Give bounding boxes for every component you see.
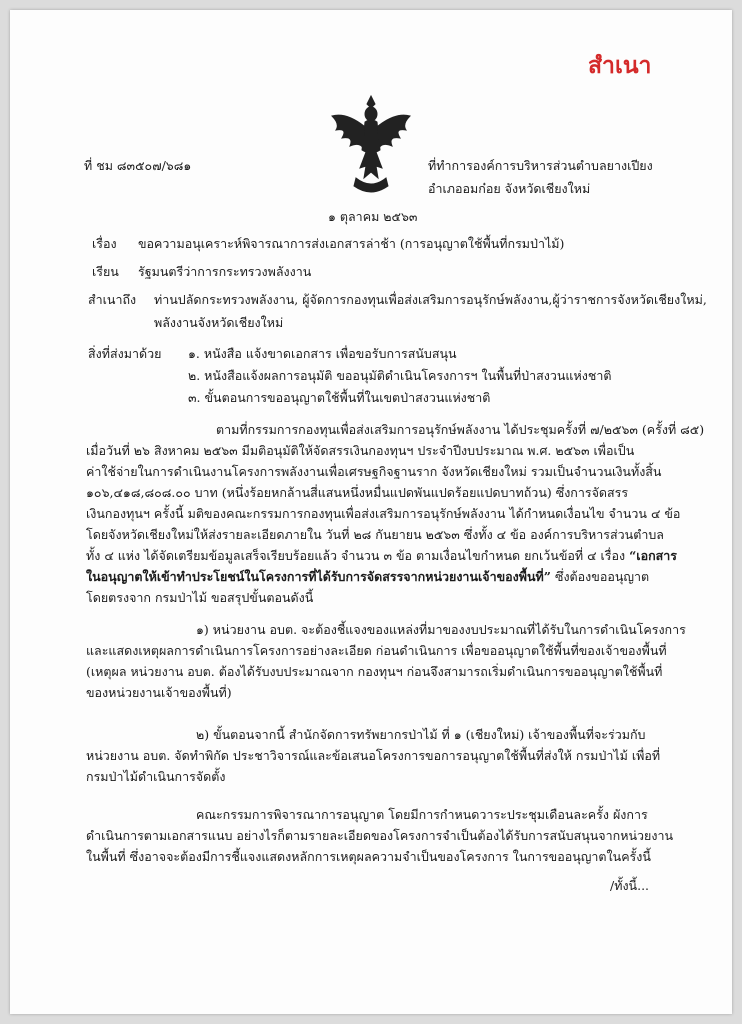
body-text: ทั้ง ๔ แห่ง ได้จัดเตรียมข้อมูลเสร็จเรียบร้อยแล้ว จำนวน ๓ ข้อ ตามเงื่อนไขกำหนด ยกเว้นข้อที่ ๔ เรื่อง bbox=[86, 548, 626, 563]
body-paragraph-2 bbox=[86, 804, 673, 867]
bold-text: “เอกสาร bbox=[629, 548, 678, 563]
continue-marker: /ทั้งนี้... bbox=[610, 878, 650, 893]
step-2-paragraph bbox=[86, 724, 660, 787]
document-date: ๑ ตุลาคม ๒๕๖๓ bbox=[328, 209, 418, 224]
body-line: โดยจังหวัดเชียงใหม่ให้ส่งรายละเอียดภายใน วันที่ ๒๘ กันยายน ๒๕๖๓ ซึ่งทั้ง ๔ ข้อ องค์การบริหารส่วนตำบล bbox=[86, 527, 664, 542]
copy-stamp: สำเนา bbox=[588, 53, 652, 79]
office-address-line2: อำเภออมก๋อย จังหวัดเชียงใหม่ bbox=[428, 181, 591, 196]
subject-label: เรื่อง bbox=[92, 236, 117, 251]
body-line: ในพื้นที่ ซึ่งอาจจะต้องมีการชี้แจงแสดงหลักการเหตุผลความจำเป็นของโครงการ ในการขออนุญาตในครั้งนี้ bbox=[86, 849, 651, 864]
enclosure-item: ๑. หนังสือ แจ้งขาดเอกสาร เพื่อขอรับการสนับสนุน bbox=[188, 346, 457, 361]
cc-line-2: พลังงานจังหวัดเชียงใหม่ bbox=[154, 315, 284, 330]
bold-text: ในอนุญาตให้เข้าทำประโยชน์ในโครงการที่ได้รับการจัดสรรจากหน่วยงานเจ้าของพื้นที่” bbox=[86, 569, 551, 584]
body-line: ๑) หน่วยงาน อบต. จะต้องชี้แจงของแหล่งที่มาของงบประมาณที่ได้รับในการดำเนินโครงการ bbox=[196, 622, 686, 637]
enclosure-item: ๒. หนังสือแจ้งผลการอนุมัติ ขออนุมัติดำเนินโครงการฯ ในพื้นที่ป่าสงวนแห่งชาติ bbox=[188, 368, 612, 383]
body-text: ซึ่งต้องขออนุญาต bbox=[550, 569, 650, 584]
to-text: รัฐมนตรีว่าการกระทรวงพลังงาน bbox=[138, 264, 312, 279]
cc-label: สำเนาถึง bbox=[88, 292, 137, 307]
subject-text: ขอความอนุเคราะห์พิจารณาการส่งเอกสารล่าช้า (การอนุญาตใช้พื้นที่กรมป่าไม้) bbox=[138, 236, 565, 251]
body-line: ๒) ขั้นตอนจากนี้ สำนักจัดการทรัพยากรป่าไม้ ที่ ๑ (เชียงใหม่) เจ้าของพื้นที่จะร่วมกับ bbox=[196, 727, 646, 742]
garuda-emblem-icon bbox=[326, 94, 416, 198]
reference-number: ที่ ชม ๘๓๕๐๗/๖๘๑ bbox=[84, 158, 192, 173]
body-line bbox=[86, 545, 704, 566]
body-line: (เหตุผล หน่วยงาน อบต. ต้องได้รับงบประมาณจาก กองทุนฯ ก่อนจึงสามารถเริ่มดำเนินการขออนุญาตใช้พื้นที่ bbox=[86, 664, 663, 679]
body-line: ของหน่วยงานเจ้าของพื้นที่) bbox=[86, 685, 232, 700]
body-line bbox=[86, 566, 704, 587]
enclosure-item: ๓. ขั้นตอนการขออนุญาตใช้พื้นที่ในเขตป่าสงวนแห่งชาติ bbox=[188, 390, 491, 405]
body-line: ๑๐๖,๔๑๘,๘๐๘.๐๐ บาท (หนึ่งร้อยหกล้านสี่แสนหนึ่งหมื่นแปดพันแปดร้อยแปดบาทถ้วน) ซึ่งการจัดสรร bbox=[86, 485, 629, 500]
body-line: คณะกรรมการพิจารณาการอนุญาต โดยมีการกำหนดวาระประชุมเดือนละครั้ง ผังการ bbox=[196, 807, 648, 822]
cc-line-1: ท่านปลัดกระทรวงพลังงาน, ผู้จัดการกองทุนเพื่อส่งเสริมการอนุรักษ์พลังงาน,ผู้ว่าราชการจังหวัดเชียงใหม่, bbox=[154, 292, 707, 307]
body-line: กรมป่าไม้ดำเนินการจัดตั้ง bbox=[86, 769, 226, 784]
enclosures-label: สิ่งที่ส่งมาด้วย bbox=[88, 346, 162, 361]
body-line: โดยตรงจาก กรมป่าไม้ ขอสรุปขั้นตอนดังนี้ bbox=[86, 590, 314, 605]
body-line: ดำเนินการตามเอกสารแนบ อย่างไรก็ตามรายละเอียดของโครงการจำเป็นต้องได้รับการสนับสนุนจากหน่วยงาน bbox=[86, 828, 674, 843]
body-line: ค่าใช้จ่ายในการดำเนินงานโครงการพลังงานเพื่อเศรษฐกิจฐานราก จังหวัดเชียงใหม่ รวมเป็นจำนวนเงินทั้งสิ้น bbox=[86, 464, 662, 479]
office-address-line1: ที่ทำการองค์การบริหารส่วนตำบลยางเปียง bbox=[428, 158, 653, 173]
to-label: เรียน bbox=[92, 264, 119, 279]
body-line: เมื่อวันที่ ๒๖ สิงหาคม ๒๕๖๓ มีมติอนุมัติให้จัดสรรเงินกองทุนฯ ประจำปีงบประมาณ พ.ศ. ๒๕๖๓ เพื่อเป็น bbox=[86, 443, 635, 458]
document-page bbox=[10, 10, 732, 1014]
body-paragraph-1 bbox=[86, 419, 704, 608]
body-line: ตามที่กรรมการกองทุนเพื่อส่งเสริมการอนุรักษ์พลังงาน ได้ประชุมครั้งที่ ๗/๒๕๖๓ (ครั้งที่ ๘๕) bbox=[216, 422, 705, 437]
body-line: หน่วยงาน อบต. จัดทำพิกัด ประชาวิจารณ์และข้อเสนอโครงการขอการอนุญาตใช้พื้นที่ส่งให้ กรมป่าไม้ เพื่อที่ bbox=[86, 748, 661, 763]
step-1-paragraph bbox=[86, 619, 686, 703]
body-line: เงินกองทุนฯ ครั้งนี้ มติของคณะกรรมการกองทุนเพื่อส่งเสริมการอนุรักษ์พลังงาน ได้กำหนดเงื่อนไข จำนวน ๔ ข้อ bbox=[86, 506, 681, 521]
body-line: และแสดงเหตุผลการดำเนินการโครงการอย่างละเอียด ก่อนดำเนินการ เพื่อขออนุญาตใช้พื้นที่ของเจ้าของพื้นที่ bbox=[86, 643, 667, 658]
